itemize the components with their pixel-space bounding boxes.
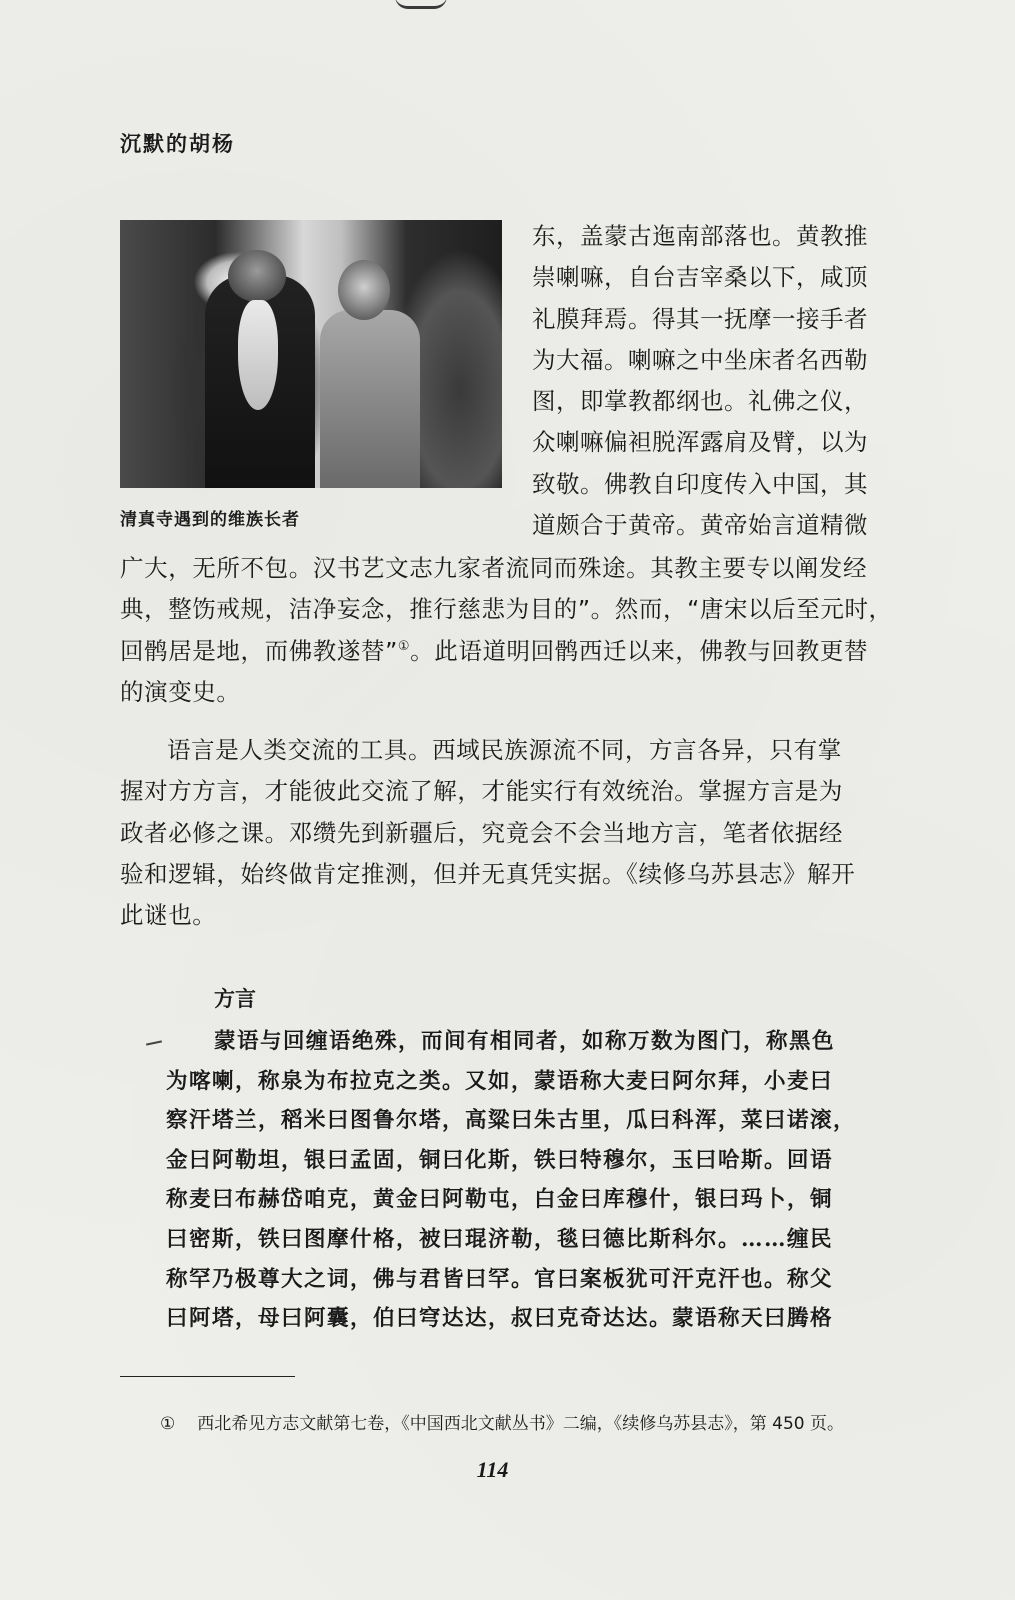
text-line: 礼膜拜焉。得其一抚摩一接手者 xyxy=(532,304,868,333)
text-segment: 。此语道明回鹘西迁以来，佛教与回教更替 xyxy=(410,636,869,665)
text-line: 道颇合于黄帝。黄帝始言道精微 xyxy=(532,511,868,540)
text-line: 崇喇嘛，自台吉宰桑以下，咸顶 xyxy=(532,263,868,292)
footnote-ref[interactable]: ① xyxy=(397,638,411,654)
text-line: 致敬。佛教自印度传入中国，其 xyxy=(532,469,868,498)
text-line: 验和逻辑，始终做肯定推测，但并无真凭实据。《续修乌苏县志》解开 xyxy=(120,859,856,888)
text-line: 广大，无所不包。汉书艺文志九家者流同而殊途。其教主要专以阐发经 xyxy=(120,554,868,582)
quote-line: 称麦曰布赫岱咱克，黄金曰阿勒屯，白金曰库穆什，银曰玛卜，铜 xyxy=(166,1187,834,1213)
text-line xyxy=(120,631,868,672)
running-head: 沉默的胡杨 xyxy=(120,131,235,156)
paragraph-buddhism xyxy=(120,548,893,713)
photo-figure-man xyxy=(320,310,420,488)
text-segment: 回鹘居是地，而佛教遂替” xyxy=(120,636,398,665)
photo-figure-man-head xyxy=(338,260,390,320)
text-line: 握对方方言，才能彼此交流了解，才能实行有效统治。掌握方言是为 xyxy=(120,777,843,806)
page-top-mark xyxy=(395,0,447,9)
quoted-passage xyxy=(166,1022,866,1339)
text-line: 东，盖蒙古迤南部落也。黄教推 xyxy=(532,222,868,250)
footnote-mark: ① xyxy=(160,1414,176,1434)
footnote-divider xyxy=(120,1376,295,1377)
quote-line: 曰阿塔，母曰阿囊，伯曰穹达达，叔曰克奇达达。蒙语称天曰腾格 xyxy=(166,1306,834,1332)
photo-figure-elder-head xyxy=(228,250,286,302)
text-line: 典，整饬戒规，洁净妄念，推行慈悲为目的”。然而，“唐宋以后至元时， xyxy=(120,595,893,624)
text-line: 此谜也。 xyxy=(120,901,217,930)
text-line: 语言是人类交流的工具。西域民族源流不同，方言各异，只有掌 xyxy=(167,736,842,764)
text-line: 图，即掌教都纲也。礼佛之仪， xyxy=(532,387,868,416)
text-line: 众喇嘛偏袒脱浑露肩及臂，以为 xyxy=(532,428,868,457)
photo-elders xyxy=(120,220,502,488)
wrapped-text-block xyxy=(532,216,866,546)
photo-figure-elder-beard xyxy=(238,300,278,410)
text-line: 为大福。喇嘛之中坐床者名西勒 xyxy=(532,345,868,374)
quote-line: 金曰阿勒坦，银曰孟固，铜曰化斯，铁曰特穆尔，玉曰哈斯。回语 xyxy=(166,1147,834,1173)
quote-line: 蒙语与回缠语绝殊，而间有相同者，如称万数为图门，称黑色 xyxy=(214,1029,836,1054)
page-number: 114 xyxy=(476,1457,509,1482)
quote-line: 为喀喇，称泉为布拉克之类。又如，蒙语称大麦曰阿尔拜，小麦曰 xyxy=(166,1068,834,1094)
footnote xyxy=(160,1409,844,1434)
text-line: 的演变史。 xyxy=(120,677,241,706)
quote-line: 曰密斯，铁曰图摩什格，被曰琨济勒，毯曰德比斯科尔。……缠民 xyxy=(166,1226,834,1252)
quote-line: 称罕乃极尊大之词，佛与君皆曰罕。官曰案板犹可汗克汗也。称父 xyxy=(166,1266,834,1292)
paragraph-language xyxy=(120,730,868,936)
text-line: 政者必修之课。邓缵先到新疆后，究竟会不会当地方言，笔者依据经 xyxy=(120,818,843,847)
photo-caption: 清真寺遇到的维族长者 xyxy=(120,510,300,530)
footnote-text: 西北希见方志文献第七卷，《中国西北文献丛书》二编，《续修乌苏县志》，第 450 页。 xyxy=(197,1414,845,1434)
pen-mark xyxy=(146,1040,162,1045)
section-heading: 方言 xyxy=(214,987,256,1011)
quote-line: 察汗塔兰，稻米曰图鲁尔塔，高粱曰朱古里，瓜曰科浑，菜曰诺滚， xyxy=(166,1108,857,1134)
